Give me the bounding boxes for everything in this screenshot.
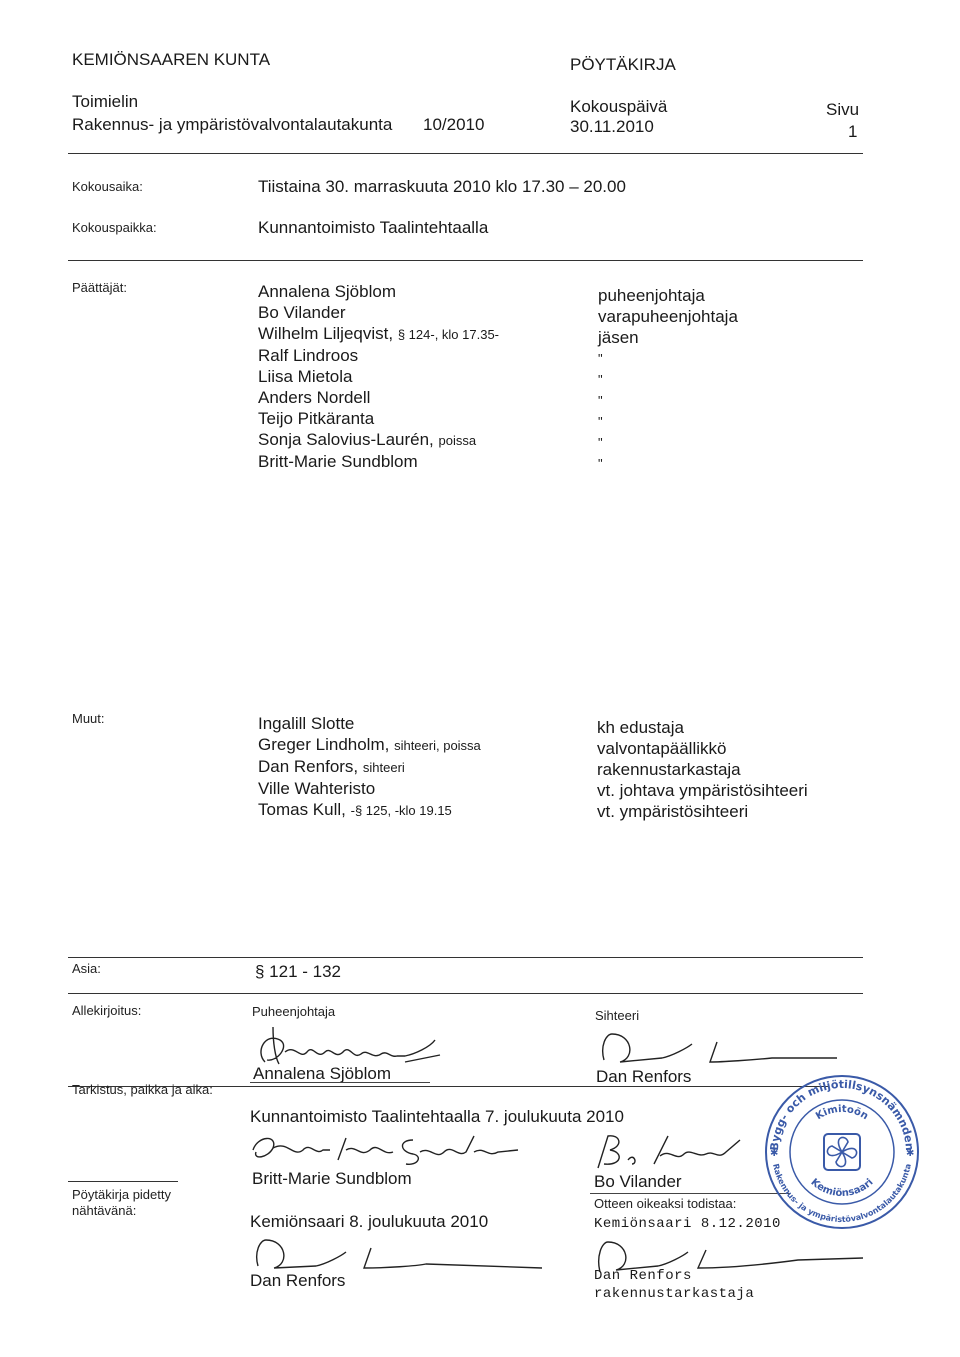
decision-makers-roles bbox=[598, 285, 738, 474]
member-row: Teijo Pitkäranta bbox=[258, 409, 375, 428]
review-place-date: Kunnantoimisto Taalintehtaalla 7. joulukuuta 2010 bbox=[250, 1107, 624, 1126]
official-stamp-icon bbox=[762, 1072, 922, 1232]
matters-top-divider bbox=[68, 957, 863, 958]
document-type: PÖYTÄKIRJA bbox=[570, 55, 676, 74]
public-label: Pöytäkirja pidetty nähtävänä: bbox=[72, 1187, 171, 1218]
certified-place-date: Kemiönsaari 8.12.2010 bbox=[594, 1216, 781, 1232]
public-signer-name: Dan Renfors bbox=[250, 1271, 346, 1290]
secretary-signature-icon bbox=[592, 1028, 842, 1068]
signatures-label: Allekirjoitus: bbox=[72, 1003, 142, 1018]
reviewer1-signature-icon bbox=[248, 1130, 528, 1170]
matters-label: Asia: bbox=[72, 961, 101, 976]
reviewer2-signature-icon bbox=[590, 1128, 750, 1174]
member-role: " bbox=[598, 435, 603, 450]
matters-value: § 121 - 132 bbox=[255, 962, 342, 981]
certified-label: Otteen oikeaksi todistaa: bbox=[594, 1196, 737, 1211]
member-row: Annalena Sjöblom bbox=[258, 282, 396, 301]
member-role: puheenjohtaja bbox=[598, 286, 705, 305]
meeting-time-value: Tiistaina 30. marraskuuta 2010 klo 17.30 – 20.00 bbox=[258, 177, 626, 196]
public-divider bbox=[68, 1181, 178, 1182]
secretary-label: Sihteeri bbox=[595, 1008, 640, 1023]
other-role: rakennustarkastaja bbox=[597, 760, 741, 779]
page-label: Sivu bbox=[826, 100, 860, 119]
meeting-divider bbox=[68, 260, 863, 261]
member-role: " bbox=[598, 414, 603, 429]
member-row: Wilhelm Liljeqvist, § 124-, klo 17.35- bbox=[258, 324, 500, 343]
header-divider bbox=[68, 153, 863, 154]
svg-text:✱: ✱ bbox=[770, 1148, 779, 1159]
svg-text:✱: ✱ bbox=[906, 1148, 915, 1159]
svg-text:Kemiönsaari: Kemiönsaari bbox=[808, 1176, 876, 1200]
matters-bottom-divider bbox=[68, 993, 863, 994]
chair-label: Puheenjohtaja bbox=[252, 1004, 336, 1019]
meeting-date-label: Kokouspäivä bbox=[570, 97, 668, 116]
others-names bbox=[258, 713, 481, 821]
chair-line bbox=[250, 1082, 430, 1083]
member-role: " bbox=[598, 456, 603, 471]
member-role: " bbox=[598, 393, 603, 408]
member-role: " bbox=[598, 372, 603, 387]
member-row: Bo Vilander bbox=[258, 303, 346, 322]
municipality-name: KEMIÖNSAAREN KUNTA bbox=[72, 50, 271, 69]
meeting-time-label: Kokousaika: bbox=[72, 179, 143, 194]
meeting-date: 30.11.2010 bbox=[570, 117, 654, 136]
secretary-name: Dan Renfors bbox=[596, 1067, 692, 1086]
svg-text:Rakennus- ja ympäristövalvonta: Rakennus- ja ympäristövalvontalautakunta bbox=[771, 1162, 913, 1225]
member-role: " bbox=[598, 351, 603, 366]
chair-name: Annalena Sjöblom bbox=[253, 1064, 391, 1083]
svg-text:Bygg- och miljötillsynsnämnden: Bygg- och miljötillsynsnämnden bbox=[767, 1077, 917, 1152]
other-row: Ingalill Slotte bbox=[258, 714, 355, 733]
member-row: Sonja Salovius-Laurén, poissa bbox=[258, 430, 477, 449]
other-role: vt. johtava ympäristösihteeri bbox=[597, 781, 808, 800]
member-row: Anders Nordell bbox=[258, 388, 371, 407]
reviewer2-name: Bo Vilander bbox=[594, 1172, 682, 1191]
others-roles bbox=[597, 717, 808, 822]
other-row: Dan Renfors, sihteeri bbox=[258, 757, 405, 776]
issue-number: 10/2010 bbox=[423, 115, 485, 134]
meeting-place-label: Kokouspaikka: bbox=[72, 220, 157, 235]
others-label: Muut: bbox=[72, 711, 105, 726]
certified-name: Dan Renfors bbox=[594, 1268, 692, 1284]
review-label: Tarkistus, paikka ja aika: bbox=[72, 1082, 213, 1097]
reviewer1-name: Britt-Marie Sundblom bbox=[252, 1169, 412, 1188]
other-role: kh edustaja bbox=[597, 718, 684, 737]
member-row: Ralf Lindroos bbox=[258, 346, 359, 365]
meeting-place-value: Kunnantoimisto Taalintehtaalla bbox=[258, 218, 489, 237]
body-label: Toimielin bbox=[72, 92, 139, 111]
member-role: varapuheenjohtaja bbox=[598, 307, 738, 326]
decision-makers-label: Päättäjät: bbox=[72, 280, 127, 295]
member-role: jäsen bbox=[598, 328, 639, 347]
svg-text:Kimitoön: Kimitoön bbox=[814, 1103, 870, 1123]
certified-divider bbox=[590, 1193, 790, 1194]
other-row: Tomas Kull, -§ 125, -klo 19.15 bbox=[258, 800, 452, 819]
certified-title: rakennustarkastaja bbox=[594, 1286, 755, 1302]
page-number: 1 bbox=[848, 122, 858, 141]
body-name: Rakennus- ja ympäristövalvontalautakunta bbox=[72, 115, 393, 134]
other-row: Greger Lindholm, sihteeri, poissa bbox=[258, 735, 481, 754]
other-role: valvontapäällikkö bbox=[597, 739, 727, 758]
member-row: Britt-Marie Sundblom bbox=[258, 452, 418, 471]
member-row: Liisa Mietola bbox=[258, 367, 353, 386]
public-place-date: Kemiönsaari 8. joulukuuta 2010 bbox=[250, 1212, 489, 1231]
decision-makers-names bbox=[258, 281, 499, 472]
other-row: Ville Wahteristo bbox=[258, 779, 376, 798]
public-signature-icon bbox=[246, 1234, 546, 1274]
other-role: vt. ympäristösihteeri bbox=[597, 802, 749, 821]
